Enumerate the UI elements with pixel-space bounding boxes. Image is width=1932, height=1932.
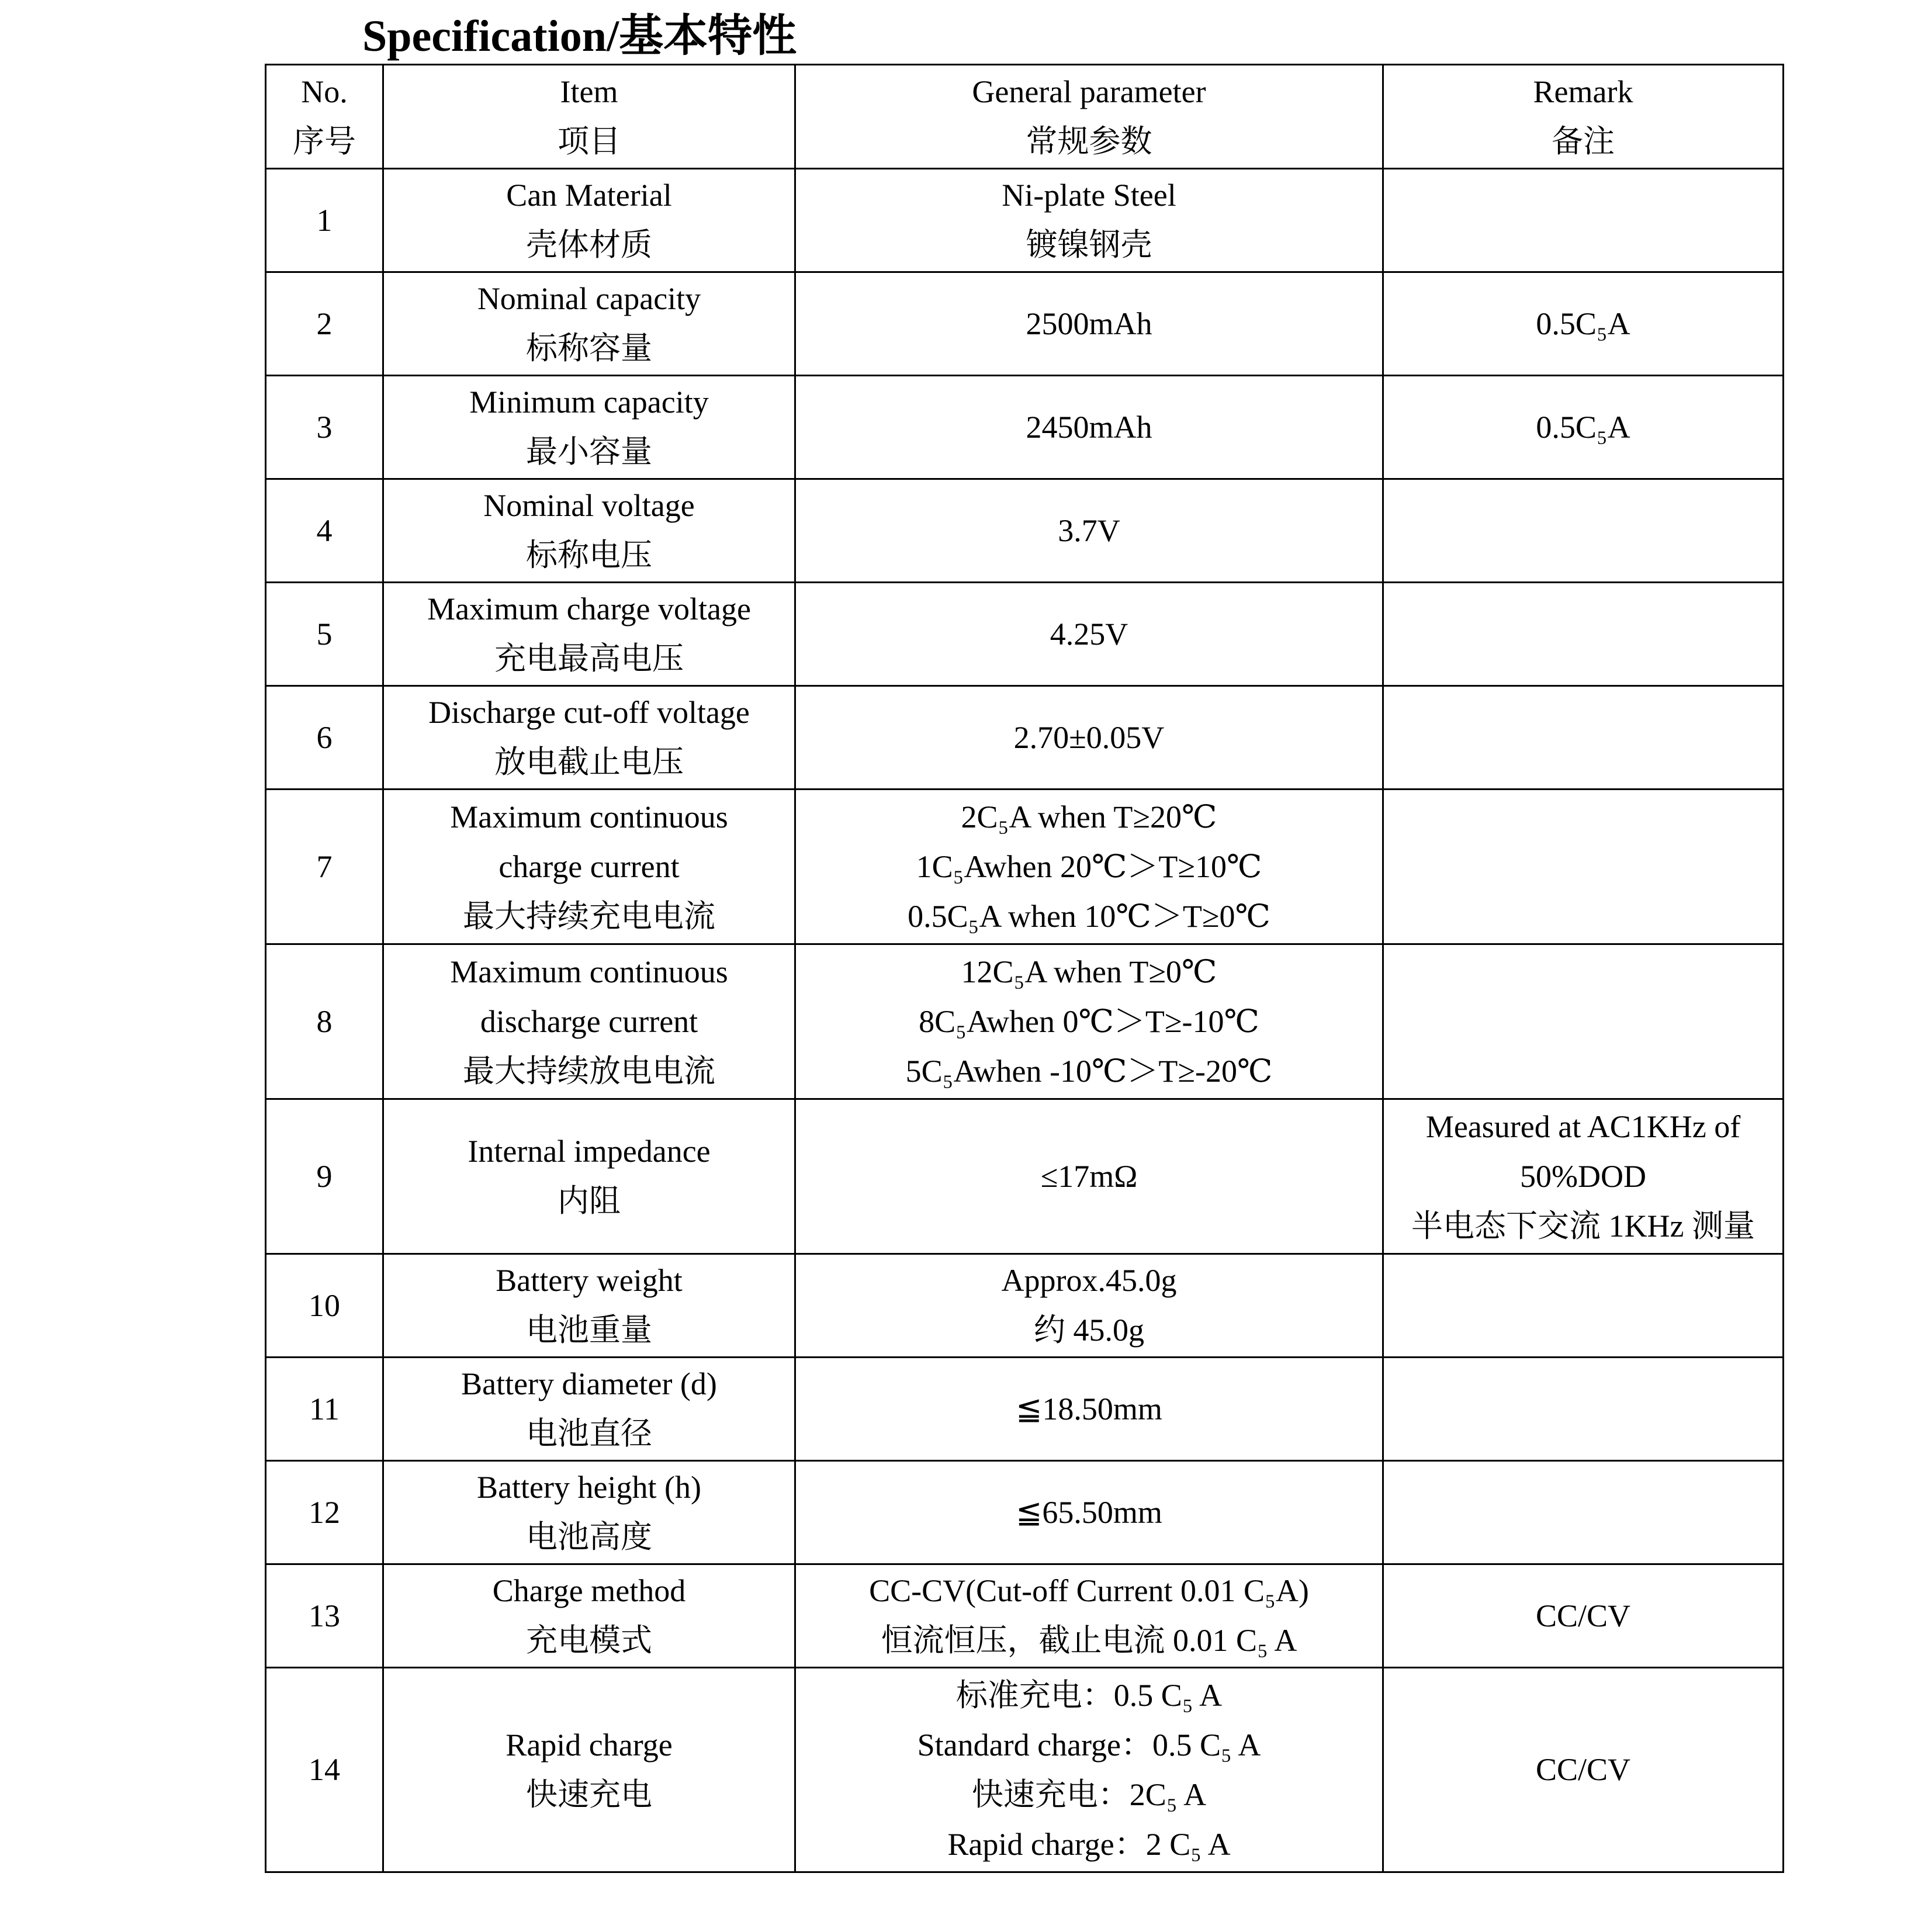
- cell-no: [266, 790, 383, 944]
- cell-param-line: ≦18.50mm: [1016, 1391, 1162, 1427]
- cell-param-line: Rapid charge：2 C₅ A: [947, 1826, 1231, 1862]
- cell-remark: [1383, 1254, 1784, 1358]
- row-number: 14: [309, 1752, 340, 1787]
- cell-param: [795, 1099, 1383, 1254]
- cell-item-line: 放电截止电压: [494, 745, 684, 780]
- cell-item-line: 内阻: [558, 1183, 621, 1218]
- cell-item-line: Nominal voltage: [483, 488, 695, 523]
- cell-param-line: 4.25V: [1050, 616, 1128, 652]
- table-row: [266, 583, 1784, 686]
- cell-param-line: 镀镍钢壳: [1026, 227, 1152, 262]
- cell-no: [266, 1358, 383, 1461]
- cell-no: [266, 1461, 383, 1564]
- table-row: [266, 1099, 1784, 1254]
- cell-remark: [1383, 272, 1784, 376]
- cell-item: [383, 790, 795, 944]
- cell-param-line: ≦65.50mm: [1016, 1494, 1162, 1530]
- row-number: 5: [316, 616, 333, 652]
- header-remark-en: Remark: [1533, 74, 1633, 109]
- cell-param-line: 2C₅A when T≥20℃: [961, 799, 1217, 835]
- cell-no: [266, 583, 383, 686]
- header-param-cn: 常规参数: [1026, 123, 1152, 159]
- cell-remark-line: CC/CV: [1535, 1752, 1631, 1787]
- cell-item: [383, 686, 795, 790]
- table-row: [266, 944, 1784, 1099]
- cell-item-line: 电池重量: [526, 1313, 652, 1348]
- cell-item-line: 最大持续充电电流: [463, 898, 715, 934]
- cell-remark-line: 0.5C₅A: [1536, 306, 1630, 341]
- cell-item: [383, 1461, 795, 1564]
- table-body: [266, 169, 1784, 1872]
- cell-remark: [1383, 1668, 1784, 1872]
- spec-table: [265, 64, 1784, 1873]
- cell-param: [795, 1668, 1383, 1872]
- cell-remark-line: 半电态下交流 1KHz 测量: [1411, 1208, 1755, 1244]
- header-no-en: No.: [301, 74, 348, 109]
- cell-remark-line: 0.5C₅A: [1536, 409, 1630, 445]
- row-number: 6: [316, 719, 333, 755]
- table-row: [266, 169, 1784, 272]
- cell-item: [383, 169, 795, 272]
- cell-item-line: Minimum capacity: [469, 385, 709, 420]
- table-row: [266, 1564, 1784, 1668]
- row-number: 10: [309, 1287, 340, 1323]
- header-no: [266, 65, 383, 169]
- cell-item: [383, 583, 795, 686]
- header-item-cn: 项目: [558, 123, 621, 159]
- cell-param-line: Ni-plate Steel: [1002, 178, 1176, 213]
- cell-item-line: 充电模式: [526, 1623, 652, 1658]
- cell-item-line: 最小容量: [526, 434, 652, 469]
- cell-item: [383, 1254, 795, 1358]
- cell-param-line: 1C₅Awhen 20℃＞T≥10℃: [916, 849, 1262, 884]
- cell-item-line: Maximum continuous: [450, 954, 728, 989]
- header-remark-cn: 备注: [1552, 123, 1615, 159]
- cell-remark: [1383, 1461, 1784, 1564]
- cell-remark-line: 50%DOD: [1520, 1158, 1646, 1194]
- row-number: 11: [309, 1391, 340, 1427]
- row-number: 2: [316, 306, 333, 341]
- cell-item-line: 电池直径: [526, 1416, 652, 1451]
- header-param: [795, 65, 1383, 169]
- row-number: 9: [316, 1158, 333, 1194]
- cell-param-line: CC-CV(Cut-off Current 0.01 C₅A): [869, 1573, 1309, 1608]
- row-number: 1: [316, 202, 333, 238]
- cell-item: [383, 1668, 795, 1872]
- table-row: [266, 376, 1784, 479]
- cell-item-line: Can Material: [506, 178, 672, 213]
- header-no-cn: 序号: [293, 123, 356, 159]
- cell-remark: [1383, 944, 1784, 1099]
- row-number: 8: [316, 1003, 333, 1039]
- cell-item-line: 标称电压: [526, 538, 652, 573]
- cell-item-line: Maximum continuous: [450, 799, 728, 835]
- cell-remark: [1383, 1358, 1784, 1461]
- cell-param-line: Standard charge：0.5 C₅ A: [917, 1727, 1261, 1763]
- cell-remark-line: CC/CV: [1535, 1598, 1631, 1633]
- cell-remark: [1383, 1099, 1784, 1254]
- cell-param: [795, 169, 1383, 272]
- cell-param: [795, 790, 1383, 944]
- cell-param: [795, 272, 1383, 376]
- header-item: [383, 65, 795, 169]
- table-header-row: [266, 65, 1784, 169]
- cell-no: [266, 1668, 383, 1872]
- cell-item-line: 快速充电: [526, 1777, 652, 1812]
- cell-item-line: Discharge cut-off voltage: [428, 695, 750, 730]
- table-row: [266, 1254, 1784, 1358]
- cell-param-line: 3.7V: [1058, 513, 1120, 548]
- row-number: 13: [309, 1598, 340, 1633]
- cell-item: [383, 376, 795, 479]
- cell-remark: [1383, 686, 1784, 790]
- cell-no: [266, 1099, 383, 1254]
- cell-item-line: Battery weight: [496, 1263, 683, 1298]
- cell-item-line: 标称容量: [526, 331, 652, 366]
- cell-item-line: charge current: [498, 849, 680, 884]
- row-number: 12: [309, 1494, 340, 1530]
- cell-param-line: 2500mAh: [1026, 306, 1152, 341]
- cell-param: [795, 1358, 1383, 1461]
- row-number: 4: [316, 513, 333, 548]
- cell-remark: [1383, 479, 1784, 583]
- cell-no: [266, 376, 383, 479]
- cell-no: [266, 1254, 383, 1358]
- cell-param: [795, 1461, 1383, 1564]
- cell-no: [266, 479, 383, 583]
- cell-item-line: Battery height (h): [477, 1470, 701, 1505]
- cell-item-line: 充电最高电压: [494, 641, 684, 676]
- cell-item-line: 壳体材质: [526, 227, 652, 262]
- cell-no: [266, 1564, 383, 1668]
- cell-param-line: 2450mAh: [1026, 409, 1152, 445]
- cell-item: [383, 1358, 795, 1461]
- cell-remark: [1383, 169, 1784, 272]
- table-row: [266, 479, 1784, 583]
- cell-param: [795, 583, 1383, 686]
- cell-no: [266, 686, 383, 790]
- header-item-en: Item: [560, 74, 618, 109]
- cell-item-line: Rapid charge: [505, 1727, 673, 1763]
- page-title: Specification/基本特性: [362, 12, 797, 61]
- cell-param-line: 8C₅Awhen 0℃＞T≥-10℃: [919, 1003, 1259, 1039]
- cell-no: [266, 944, 383, 1099]
- cell-param: [795, 944, 1383, 1099]
- header-param-en: General parameter: [972, 74, 1206, 109]
- cell-item: [383, 1099, 795, 1254]
- cell-item-line: Maximum charge voltage: [427, 591, 751, 626]
- cell-no: [266, 272, 383, 376]
- table-row: [266, 1358, 1784, 1461]
- cell-item-line: 最大持续放电电流: [463, 1053, 715, 1089]
- cell-item-line: 电池高度: [526, 1519, 652, 1554]
- cell-remark-line: Measured at AC1KHz of: [1425, 1109, 1741, 1144]
- cell-item: [383, 944, 795, 1099]
- row-number: 7: [316, 849, 333, 884]
- cell-remark: [1383, 1564, 1784, 1668]
- cell-item: [383, 1564, 795, 1668]
- row-number: 3: [316, 409, 333, 445]
- cell-param: [795, 376, 1383, 479]
- table-row: [266, 1668, 1784, 1872]
- cell-param-line: 0.5C₅A when 10℃＞T≥0℃: [908, 898, 1270, 934]
- table-row: [266, 1461, 1784, 1564]
- cell-param-line: 约 45.0g: [1034, 1313, 1144, 1348]
- cell-item-line: Internal impedance: [468, 1134, 711, 1169]
- cell-remark: [1383, 583, 1784, 686]
- cell-item: [383, 272, 795, 376]
- cell-param-line: 12C₅A when T≥0℃: [961, 954, 1217, 989]
- cell-param-line: 快速充电：2C₅ A: [971, 1777, 1207, 1812]
- cell-param: [795, 686, 1383, 790]
- cell-param-line: 2.70±0.05V: [1013, 719, 1165, 755]
- cell-remark: [1383, 376, 1784, 479]
- cell-param-line: ≤17mΩ: [1040, 1158, 1138, 1194]
- cell-param-line: 恒流恒压，截止电流 0.01 C₅ A: [881, 1623, 1297, 1658]
- cell-item-line: Battery diameter (d): [461, 1366, 717, 1401]
- table-row: [266, 790, 1784, 944]
- cell-remark: [1383, 790, 1784, 944]
- cell-param-line: Approx.45.0g: [1001, 1263, 1177, 1298]
- cell-no: [266, 169, 383, 272]
- table-row: [266, 686, 1784, 790]
- cell-param: [795, 479, 1383, 583]
- header-remark: [1383, 65, 1784, 169]
- cell-param: [795, 1254, 1383, 1358]
- cell-item-line: discharge current: [480, 1003, 698, 1039]
- cell-param-line: 5C₅Awhen -10℃＞T≥-20℃: [905, 1053, 1273, 1089]
- table-row: [266, 272, 1784, 376]
- cell-item: [383, 479, 795, 583]
- cell-param: [795, 1564, 1383, 1668]
- cell-item-line: Charge method: [492, 1573, 686, 1608]
- cell-item-line: Nominal capacity: [477, 281, 701, 316]
- cell-param-line: 标准充电：0.5 C₅ A: [955, 1677, 1223, 1713]
